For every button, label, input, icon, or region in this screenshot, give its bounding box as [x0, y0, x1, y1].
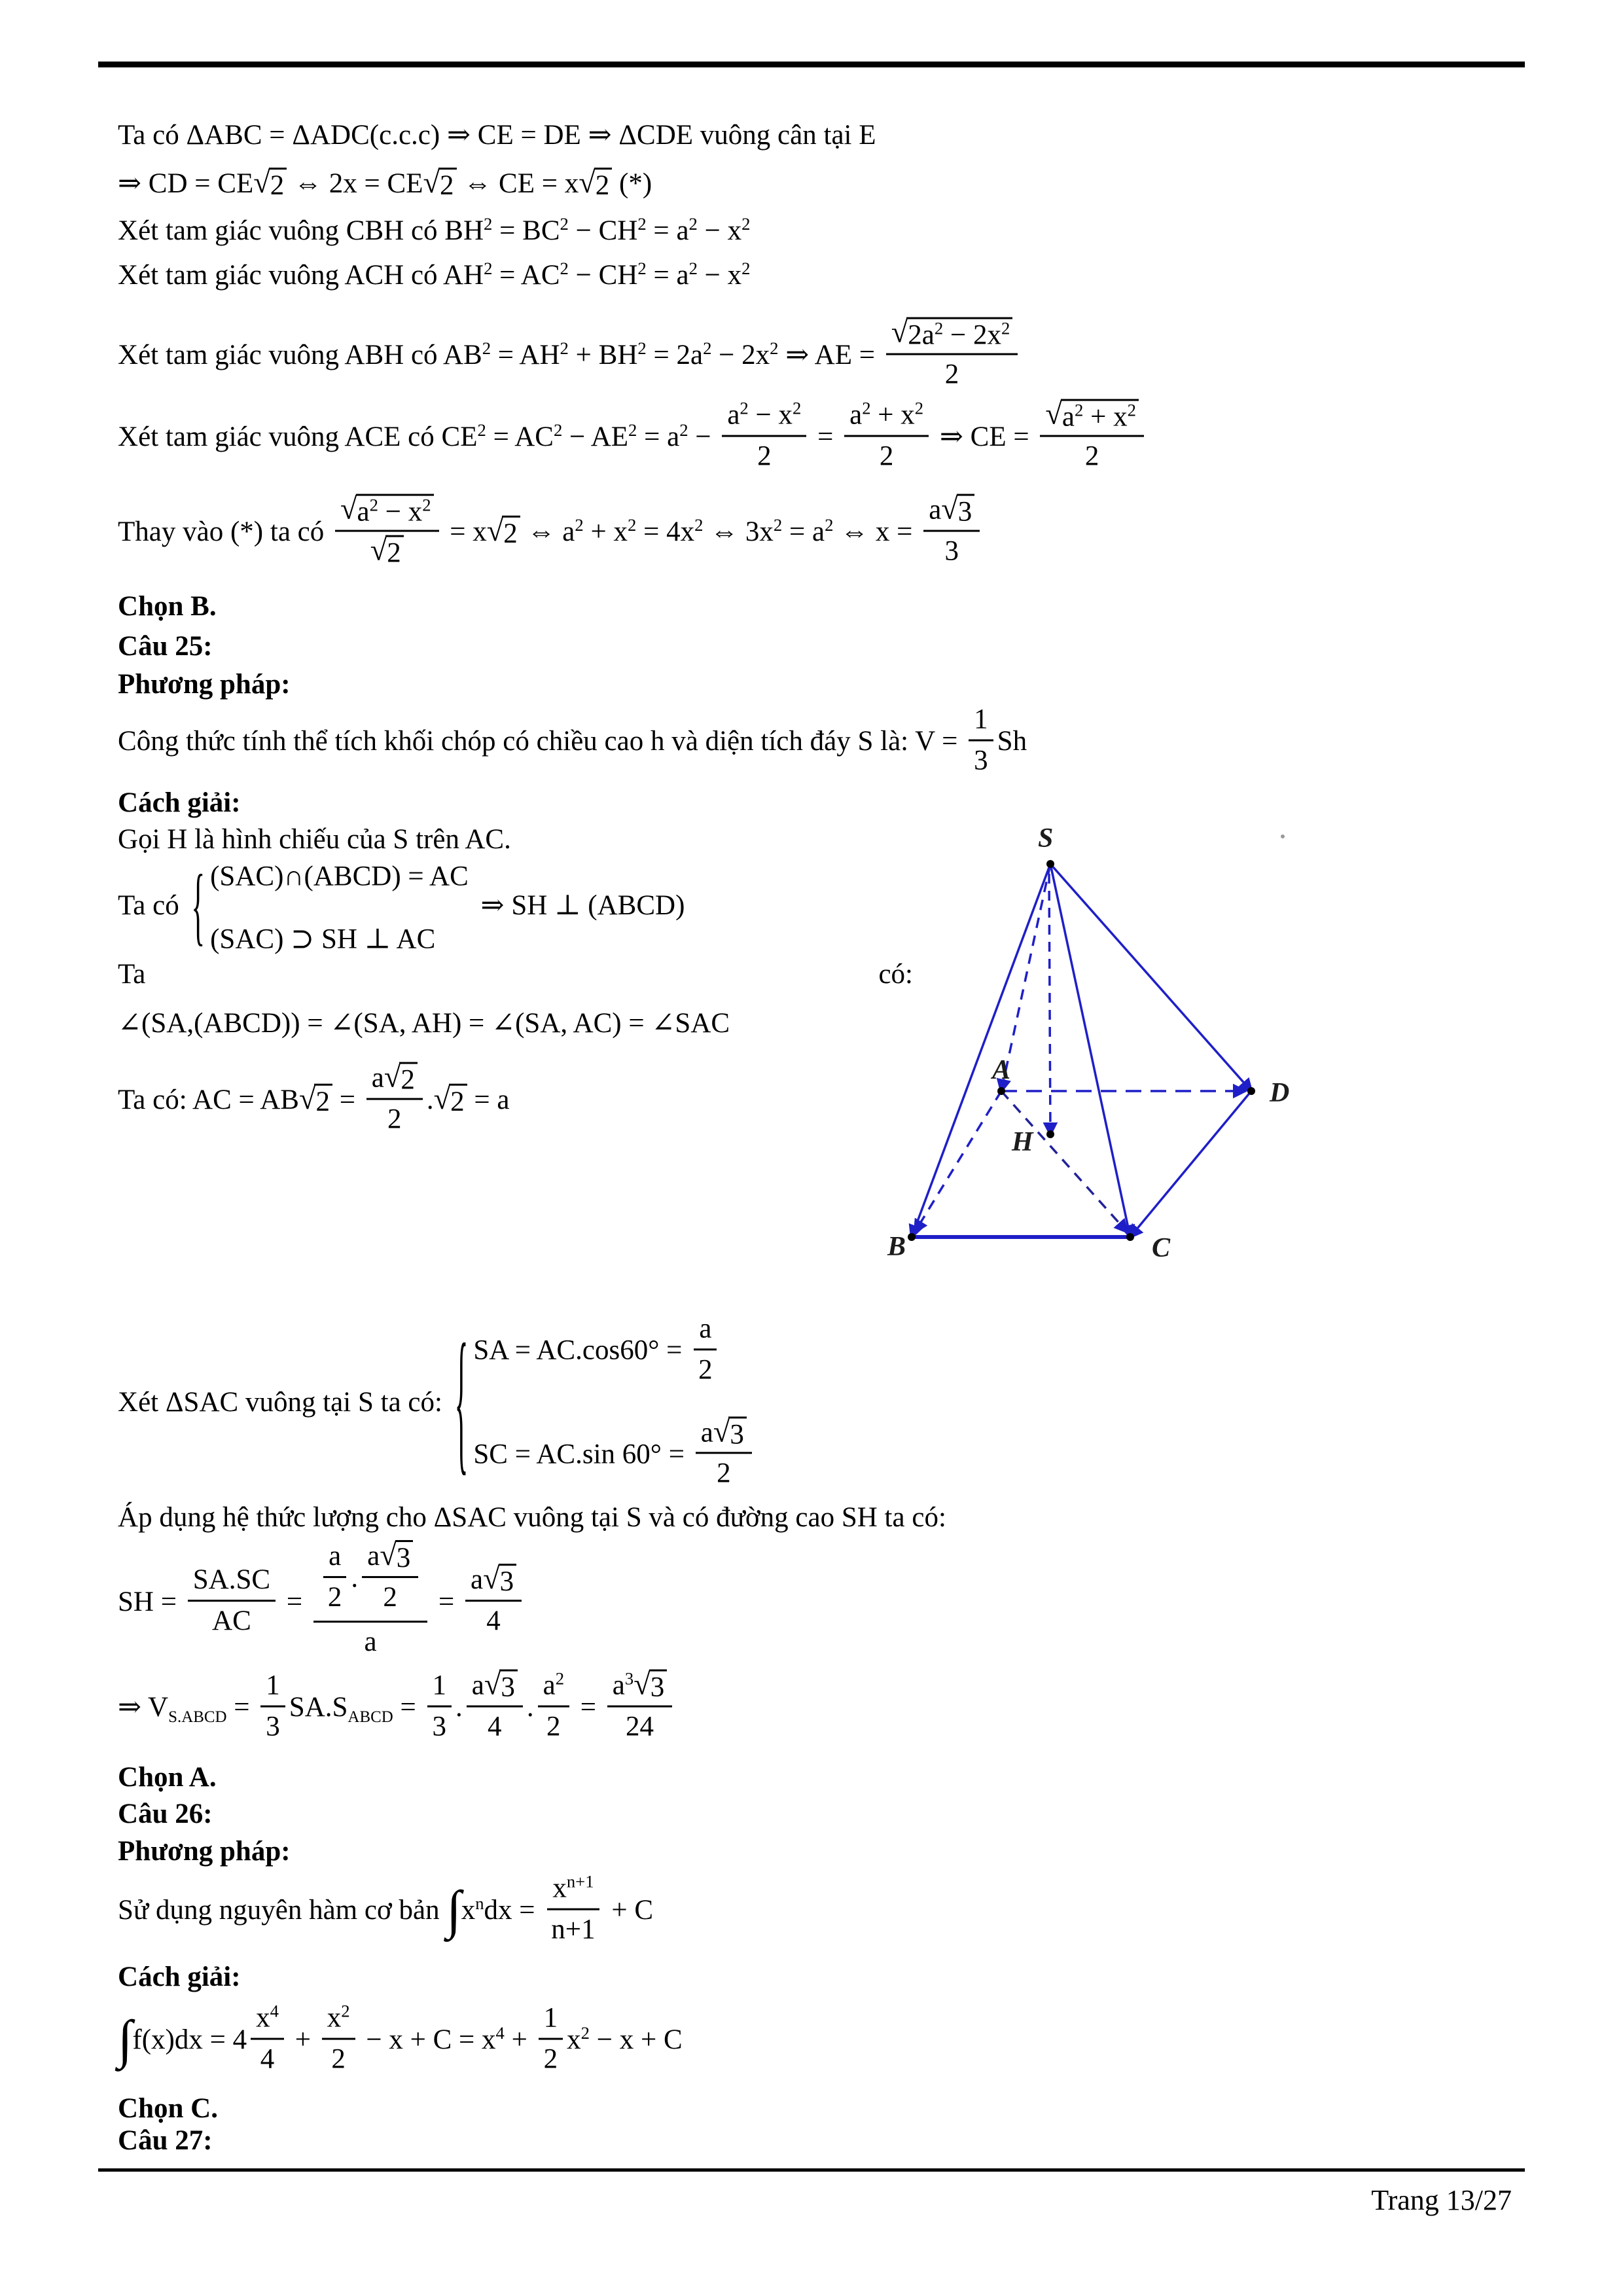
page-number: Trang 13/27	[1371, 2184, 1512, 2216]
sup-math: 2	[627, 515, 637, 535]
radicand-math: $a^2 + x^2$	[1061, 399, 1139, 433]
sup-math: 2	[679, 420, 688, 440]
sub-math: ABCD	[348, 1708, 393, 1726]
den-math: 2	[383, 1581, 397, 1613]
heading-line: Cách giải:	[118, 1962, 241, 1993]
heading-line: Câu 26:	[118, 1799, 213, 1830]
rad-math: √	[423, 166, 440, 200]
rad-math: √	[484, 1668, 501, 1702]
sup-math: 2	[1001, 318, 1010, 338]
frac-math	[465, 1563, 522, 1640]
vertex-dot-A	[997, 1087, 1005, 1095]
rad-math: √	[713, 1414, 730, 1448]
sqrt-math	[579, 168, 612, 201]
radicand-math: 2	[502, 516, 520, 549]
num-math: a √ 3	[465, 1563, 522, 1602]
sup-math: 2	[482, 338, 491, 359]
math-line: Xét tam giác vuông ACE có $CE^2 = AC^2 - AE^2 = a^2$ − $\frac{a^2 - x^2}{2}$ = $\frac{a^2 + x^2}{2}$ ⇒ CE = √ $a^2 + x^2$ 2	[118, 401, 1148, 478]
radicand-math: 2	[438, 168, 457, 201]
frac-math	[427, 1668, 452, 1745]
heading-line: Cách giải:	[118, 787, 241, 819]
den-math: 2	[879, 440, 894, 472]
den-math: 4	[260, 2043, 275, 2075]
case-row-math: (SAC)∩(ABCD) = AC	[210, 861, 469, 892]
sup-math: 2	[637, 214, 647, 234]
radicand-math: 2	[385, 535, 404, 568]
frac-math	[260, 1668, 285, 1745]
sqrt-math	[384, 1062, 418, 1096]
vertex-dot-C	[1126, 1233, 1134, 1241]
sup-math: 2	[703, 338, 712, 359]
den-math: 3	[266, 1711, 280, 1742]
num-math: $a^2 + x^2$	[844, 398, 929, 437]
justified-text-line	[118, 957, 913, 992]
math-line: ∠(SA,(ABCD)) = ∠(SA, AH) = ∠(SA, AC) = ∠SAC	[118, 1008, 730, 1039]
case-row-math: SC = AC.sin 60° = a √ 3 2	[473, 1418, 756, 1495]
vertex-dot-S	[1046, 860, 1054, 868]
den-math: 2	[546, 1711, 561, 1742]
num-math: $x^4$	[251, 2001, 284, 2040]
sup-math: 2	[637, 338, 647, 359]
rad-math: √	[483, 1562, 500, 1596]
frac-math	[844, 398, 929, 474]
num-math: $a^3$ √ 3	[607, 1668, 672, 1708]
den-math: 3	[432, 1711, 446, 1742]
sup-math: 2	[555, 1668, 565, 1689]
math-line: ⇒ CD = CE √ 2 ⇔ 2x = CE √ 2 ⇔ CE = x √ 2 (*)	[118, 166, 652, 202]
cases-math	[455, 1315, 756, 1495]
vertex-label-C: C	[1152, 1233, 1171, 1263]
den-math: 3	[944, 535, 959, 567]
num-math: a √ 3	[923, 493, 980, 532]
vertex-dot-H	[1046, 1130, 1054, 1138]
math-line: Xét tam giác vuông CBH có $BH^2 = BC^2 - CH^2 = a^2 - x^2$	[118, 214, 751, 247]
den-math: 2	[331, 2043, 346, 2075]
rad-math: √	[1045, 397, 1062, 431]
int-math: ∫	[118, 2009, 133, 2069]
rad-math: √	[941, 492, 958, 526]
frac-math	[313, 1539, 427, 1659]
stray-dot	[1281, 834, 1285, 838]
num-math	[1040, 398, 1144, 437]
top-rule	[98, 62, 1525, 67]
col-math	[473, 1315, 756, 1495]
num-math	[886, 316, 1018, 355]
sup-math: 2	[637, 259, 647, 279]
radicand-math: 2	[314, 1084, 332, 1117]
justified-left-word: Ta	[118, 959, 146, 990]
heading-line: Chọn B.	[118, 591, 217, 622]
rad-math: √	[383, 1060, 401, 1094]
frac-math	[467, 1668, 523, 1745]
edge-SD	[1050, 864, 1251, 1091]
sup-math: 2	[741, 214, 751, 234]
sup-math: 2	[825, 515, 834, 535]
rad-math: √	[298, 1082, 316, 1116]
sqrt-math	[253, 168, 287, 201]
den-math: 4	[486, 1605, 501, 1637]
den-math: 3	[974, 745, 988, 776]
frac-math	[366, 1061, 423, 1138]
radicand-math: 3	[395, 1540, 414, 1573]
case-row-math: SA = AC.cos60° = $\frac{a}{2}$	[473, 1315, 721, 1391]
sub-math: S.ABCD	[168, 1708, 227, 1726]
edge-SH-dashed	[1049, 874, 1050, 1134]
sup-math: n	[475, 1893, 484, 1914]
sqrt-math	[941, 494, 974, 528]
sup-math: 2	[793, 398, 802, 418]
den-math: 2	[543, 2043, 558, 2075]
brace-math: {	[191, 859, 205, 955]
sup-math: 4	[495, 2023, 505, 2043]
num-math: a √ 3	[362, 1539, 418, 1578]
brace-math: {	[454, 1315, 469, 1491]
frac-math	[696, 1415, 752, 1492]
frac-math	[539, 2001, 563, 2077]
radicand-math: 2	[594, 168, 613, 201]
sup-math: 2	[1074, 400, 1084, 420]
den-math: 2	[944, 359, 959, 390]
sqrt-math	[483, 1564, 516, 1598]
frac-math	[1040, 398, 1144, 474]
sup-math: 2	[580, 2023, 590, 2043]
frac-math	[188, 1563, 276, 1640]
num-math: a √ 3	[696, 1415, 752, 1454]
cases-math	[191, 859, 468, 957]
frac-math	[323, 1539, 348, 1615]
radicand-math: $2a^2 - 2x^2$	[906, 317, 1012, 351]
pyramid-figure	[877, 818, 1335, 1289]
frac-math	[335, 493, 439, 569]
sup-math: 2	[773, 515, 783, 535]
radicand-math: 2	[269, 168, 287, 201]
math-line: Xét tam giác vuông ABH có $AB^2 = AH^2 + BH^2 = 2a^2 - 2x^2$ ⇒ AE = √ $2a^2 - 2x^2$ 2	[118, 319, 1022, 396]
rad-math: √	[380, 1539, 397, 1573]
heading-line: Câu 27:	[118, 2125, 213, 2157]
vertex-label-H: H	[1012, 1127, 1033, 1157]
sqrt-math	[713, 1416, 747, 1450]
sqrt-math	[891, 317, 1013, 351]
frac-math	[546, 1871, 600, 1948]
vertex-label-A: A	[992, 1055, 1011, 1085]
sqrt-math	[633, 1670, 667, 1703]
rad-math: √	[253, 166, 270, 200]
math-line: Gọi H là hình chiếu của S trên AC.	[118, 824, 511, 855]
rad-math: √	[340, 492, 357, 526]
math-line: Ta có: AC = AB √ 2 = a √ 2 2 . √ 2 = a	[118, 1064, 509, 1141]
math-line: Xét tam giác vuông ACH có $AH^2 = AC^2 - CH^2 = a^2 - x^2$	[118, 259, 751, 291]
sup-math: 2	[560, 338, 569, 359]
num-math: $x^2$	[322, 2001, 355, 2040]
sup-math: 2	[477, 420, 486, 440]
rad-math: √	[891, 315, 908, 350]
num-math: SA.SC	[188, 1563, 276, 1602]
vertex-label-B: B	[887, 1232, 906, 1262]
sup-math: 3	[624, 1668, 634, 1689]
heading-line: Phương pháp:	[118, 669, 291, 700]
sup-math: 2	[694, 515, 704, 535]
vertex-dot-D	[1247, 1087, 1255, 1095]
sqrt-math	[1045, 399, 1139, 433]
num-math: $a^2 - x^2$	[722, 398, 806, 437]
sup-math: 2	[484, 259, 493, 279]
col-math	[210, 859, 469, 957]
den-math: 24	[625, 1711, 654, 1742]
den-math	[365, 531, 409, 569]
sup-math: 2	[914, 398, 924, 418]
den-math: AC	[212, 1605, 251, 1637]
num-math: a √ 3	[467, 1668, 523, 1708]
sup-math: 4	[270, 2001, 279, 2021]
rad-math: √	[486, 514, 504, 548]
den-math: a	[364, 1626, 377, 1657]
sup-math: 2	[341, 2001, 350, 2021]
sup-math: 2	[560, 214, 569, 234]
sup-math: 2	[740, 398, 749, 418]
radicand-math: 3	[957, 494, 975, 528]
den-math: 2	[1084, 440, 1099, 472]
sqrt-math	[434, 1084, 467, 1117]
math-line: Công thức tính thể tích khối chóp có chiều cao h và diện tích đáy S là: V = $\frac{1}{3}$ Sh	[118, 706, 1027, 782]
sup-math: 2	[575, 515, 584, 535]
vertex-label-D: D	[1270, 1078, 1290, 1108]
sup-math: 2	[628, 420, 637, 440]
edge-DC	[1130, 1091, 1251, 1237]
radicand-math: 3	[649, 1670, 668, 1703]
vertex-dot-B	[908, 1233, 916, 1241]
sup-math: 2	[862, 398, 871, 418]
justified-right-word: có:	[878, 959, 913, 990]
sqrt-math	[487, 516, 520, 549]
num-math: $a^2$	[538, 1668, 569, 1708]
frac-math	[693, 1311, 718, 1388]
rad-math: √	[370, 533, 387, 567]
sup-math: 2	[741, 259, 751, 279]
math-line: SH = $\frac{SA.SC}{AC}$ = $\frac{a}{2}$ . a √ 3 2 a = a √ 3 4	[118, 1545, 526, 1662]
sup-math: 2	[560, 259, 569, 279]
sup-math: 2	[484, 214, 493, 234]
radicand-math: 2	[449, 1084, 467, 1117]
sup-math: 2	[422, 495, 431, 515]
sup-math: 2	[553, 420, 563, 440]
radicand-math: 3	[728, 1416, 747, 1450]
frac-math	[886, 316, 1018, 392]
edge-SC	[1050, 864, 1130, 1237]
num-math: 1	[260, 1668, 285, 1708]
num-math: a	[323, 1539, 346, 1578]
frac-math	[251, 2001, 284, 2077]
case-row-math: (SAC) ⊃ SH ⊥ AC	[210, 924, 436, 954]
sup-math: 2	[688, 214, 698, 234]
den-math: n+1	[551, 1914, 596, 1945]
math-line: Ta có { (SAC)∩(ABCD) = AC (SAC) ⊃ SH ⊥ AC ⇒ SH ⊥ (ABCD)	[118, 859, 685, 957]
radicand-math: $a^2 - x^2$	[356, 494, 434, 528]
sup-math: 2	[934, 318, 944, 338]
math-line: Xét ΔSAC vuông tại S ta có: { SA = AC.cos60° = $\frac{a}{2}$ SC = AC.sin 60° = a √ 3 2	[118, 1315, 761, 1495]
sqrt-math	[340, 494, 434, 528]
num-math: 1	[539, 2001, 563, 2040]
frac-math	[362, 1539, 418, 1615]
vertex-label-S: S	[1038, 823, 1054, 853]
radicand-math: 3	[499, 1670, 518, 1703]
frac-math	[969, 702, 993, 779]
radicand-math: 3	[499, 1564, 517, 1598]
edge-AC-dashed	[1001, 1091, 1127, 1232]
den-math: 2	[717, 1458, 731, 1489]
int-math: ∫	[446, 1879, 461, 1939]
heading-line: Phương pháp:	[118, 1836, 291, 1867]
frac-math	[538, 1668, 569, 1745]
den-math: 2	[698, 1354, 713, 1386]
sqrt-math	[423, 168, 457, 201]
num-math	[335, 493, 439, 532]
frac-math	[923, 493, 980, 569]
sup-math: 2	[1127, 400, 1136, 420]
math-line: Sử dụng nguyên hàm cơ bản $\int x^ndx$ = $\frac{x^{n+1}}{n+1}$ + C	[118, 1874, 653, 1951]
math-line: Áp dụng hệ thức lượng cho ΔSAC vuông tại S và có đường cao SH ta có:	[118, 1502, 946, 1534]
sup-math: 2	[369, 495, 378, 515]
den-math: 4	[488, 1711, 502, 1742]
sup-math: n+1	[566, 1871, 594, 1892]
rad-math: √	[579, 166, 596, 200]
frac-math	[607, 1668, 672, 1745]
den-math: 2	[387, 1103, 402, 1135]
sqrt-math	[484, 1670, 518, 1703]
num-math: 1	[969, 702, 993, 742]
heading-line: Chọn C.	[118, 2093, 218, 2125]
math-line: ∫f(x)dx = 4 $\frac{x^4}{4}$ + $\frac{x^2}{2}$ − $x + C = x^4$ + $\frac{1}{2}$ $x^2 - x + C$	[118, 2004, 683, 2081]
den-math: 2	[327, 1581, 342, 1613]
num-math: $\frac{a}{2}$ . a √ 3 2	[313, 1542, 427, 1623]
bottom-rule	[98, 2168, 1525, 2172]
sqrt-math	[299, 1084, 332, 1117]
heading-line: Câu 25:	[118, 631, 213, 662]
math-line: Thay vào (*) ta có √ $a^2 - x^2$ √ 2 = x √ 2 ⇔ $a^2 + x^2 = 4x^2$ ⇔ $3x^2 = a^2$ ⇔ x = a √ 3 3	[118, 496, 984, 573]
frac-math	[322, 2001, 355, 2077]
math-line: ⇒ $V_{S.ABCD}$ = $\frac{1}{3}$ $SA.S_{ABCD}$ = $\frac{1}{3}$ . a √ 3 4 . $\frac{a^2}{2}$ = $a^3$ √ 3 24	[118, 1672, 676, 1748]
num-math: a	[694, 1311, 717, 1350]
den-math: 2	[757, 440, 772, 472]
sqrt-math	[380, 1540, 413, 1573]
num-math: 1	[427, 1668, 452, 1708]
radicand-math: 2	[399, 1062, 418, 1096]
math-line: Ta có ΔABC = ΔADC(c.c.c) ⇒ CE = DE ⇒ ΔCDE vuông cân tại E	[118, 120, 876, 151]
frac-math	[722, 398, 806, 474]
sup-math: 2	[770, 338, 779, 359]
sup-math: 2	[688, 259, 698, 279]
sqrt-math	[370, 535, 404, 568]
rad-math: √	[633, 1668, 651, 1702]
num-math: $x^{n+1}$	[547, 1871, 599, 1910]
heading-line: Chọn A.	[118, 1762, 217, 1793]
rad-math: √	[433, 1082, 451, 1116]
edge-SB	[912, 864, 1050, 1237]
num-math: a √ 2	[366, 1061, 423, 1100]
